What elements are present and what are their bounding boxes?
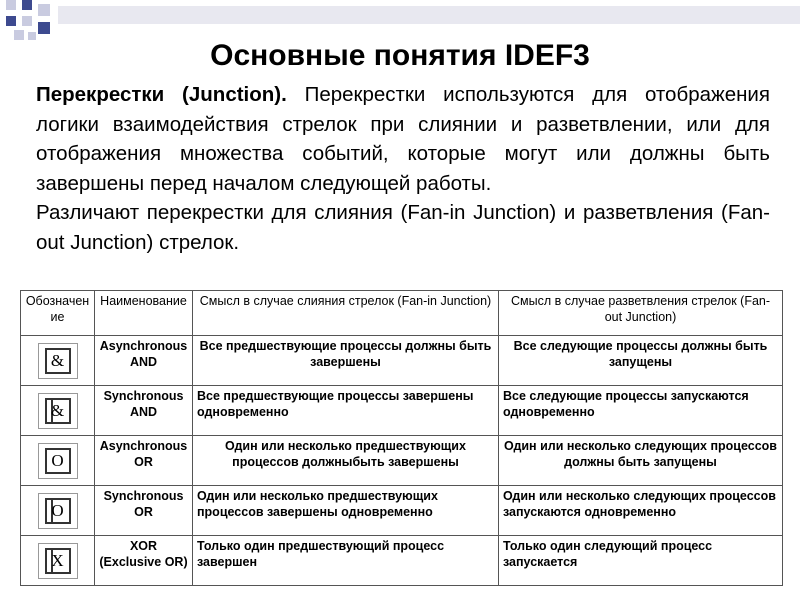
header-fanin: Смысл в случае слияния стрелок (Fan-in Junction) (193, 291, 499, 336)
paragraph-types: Различают перекрестки для слияния (Fan-in Junction) и разветвления (Fan-out Junction) стрелок. (36, 201, 770, 254)
xor-icon: X (45, 548, 71, 574)
sync-or-icon: O (45, 498, 71, 524)
sync-and-icon: & (45, 398, 71, 424)
junction-name: Asynchronous AND (95, 336, 193, 386)
async-and-icon: & (45, 348, 71, 374)
fanin-meaning: Один или несколько предшествующих процессов завершены одновременно (193, 486, 499, 536)
symbol-cell (21, 486, 95, 536)
junction-name: XOR (Exclusive OR) (95, 536, 193, 586)
table-row (21, 486, 783, 536)
fanin-meaning: Один или несколько предшествующих процессов должныбыть завершены (193, 436, 499, 486)
table-row (21, 336, 783, 386)
table-header-row (21, 291, 783, 336)
deco-square (38, 22, 50, 34)
paragraph-junction-text: Перекрестки используются для отображения логики взаимодействия стрелок при слиянии и разветвлении, или для отображения множества событий, которые могут или должны быть завершены перед началом следующей работы. (36, 83, 770, 195)
fanin-meaning: Только один предшествующий процесс завершен (193, 536, 499, 586)
deco-square (6, 0, 16, 10)
fanin-meaning: Все предшествующие процессы завершены одновременно (193, 386, 499, 436)
symbol-cell (21, 336, 95, 386)
deco-square (22, 0, 32, 10)
fanout-meaning: Один или несколько следующих процессов запускаются одновременно (499, 486, 783, 536)
table-row (21, 436, 783, 486)
symbol-cell (21, 436, 95, 486)
junction-name: Synchronous OR (95, 486, 193, 536)
table-row (21, 536, 783, 586)
header-name: Наименование (95, 291, 193, 336)
fanin-meaning: Все предшествующие процессы должны быть завершены (193, 336, 499, 386)
async-or-icon: O (45, 448, 71, 474)
fanout-meaning: Только один следующий процесс запускается (499, 536, 783, 586)
header-symbol: Обозначение (21, 291, 95, 336)
table-row (21, 386, 783, 436)
slide-body (36, 80, 770, 258)
fanout-meaning: Все следующие процессы должны быть запущены (499, 336, 783, 386)
junction-table (20, 290, 783, 586)
deco-square (38, 4, 50, 16)
junction-name: Synchronous AND (95, 386, 193, 436)
term-junction: Перекрестки (Junction). (36, 83, 287, 106)
paragraph-junction (36, 80, 770, 198)
deco-square (22, 16, 32, 26)
header-bar (58, 6, 800, 24)
junction-name: Asynchronous OR (95, 436, 193, 486)
symbol-cell (21, 386, 95, 436)
fanout-meaning: Один или несколько следующих процессов должны быть запущены (499, 436, 783, 486)
symbol-cell (21, 536, 95, 586)
slide-title: Основные понятия IDEF3 (210, 39, 590, 72)
fanout-meaning: Все следующие процессы запускаются одновременно (499, 386, 783, 436)
header-fanout: Смысл в случае разветвления стрелок (Fan-out Junction) (499, 291, 783, 336)
deco-square (6, 16, 16, 26)
